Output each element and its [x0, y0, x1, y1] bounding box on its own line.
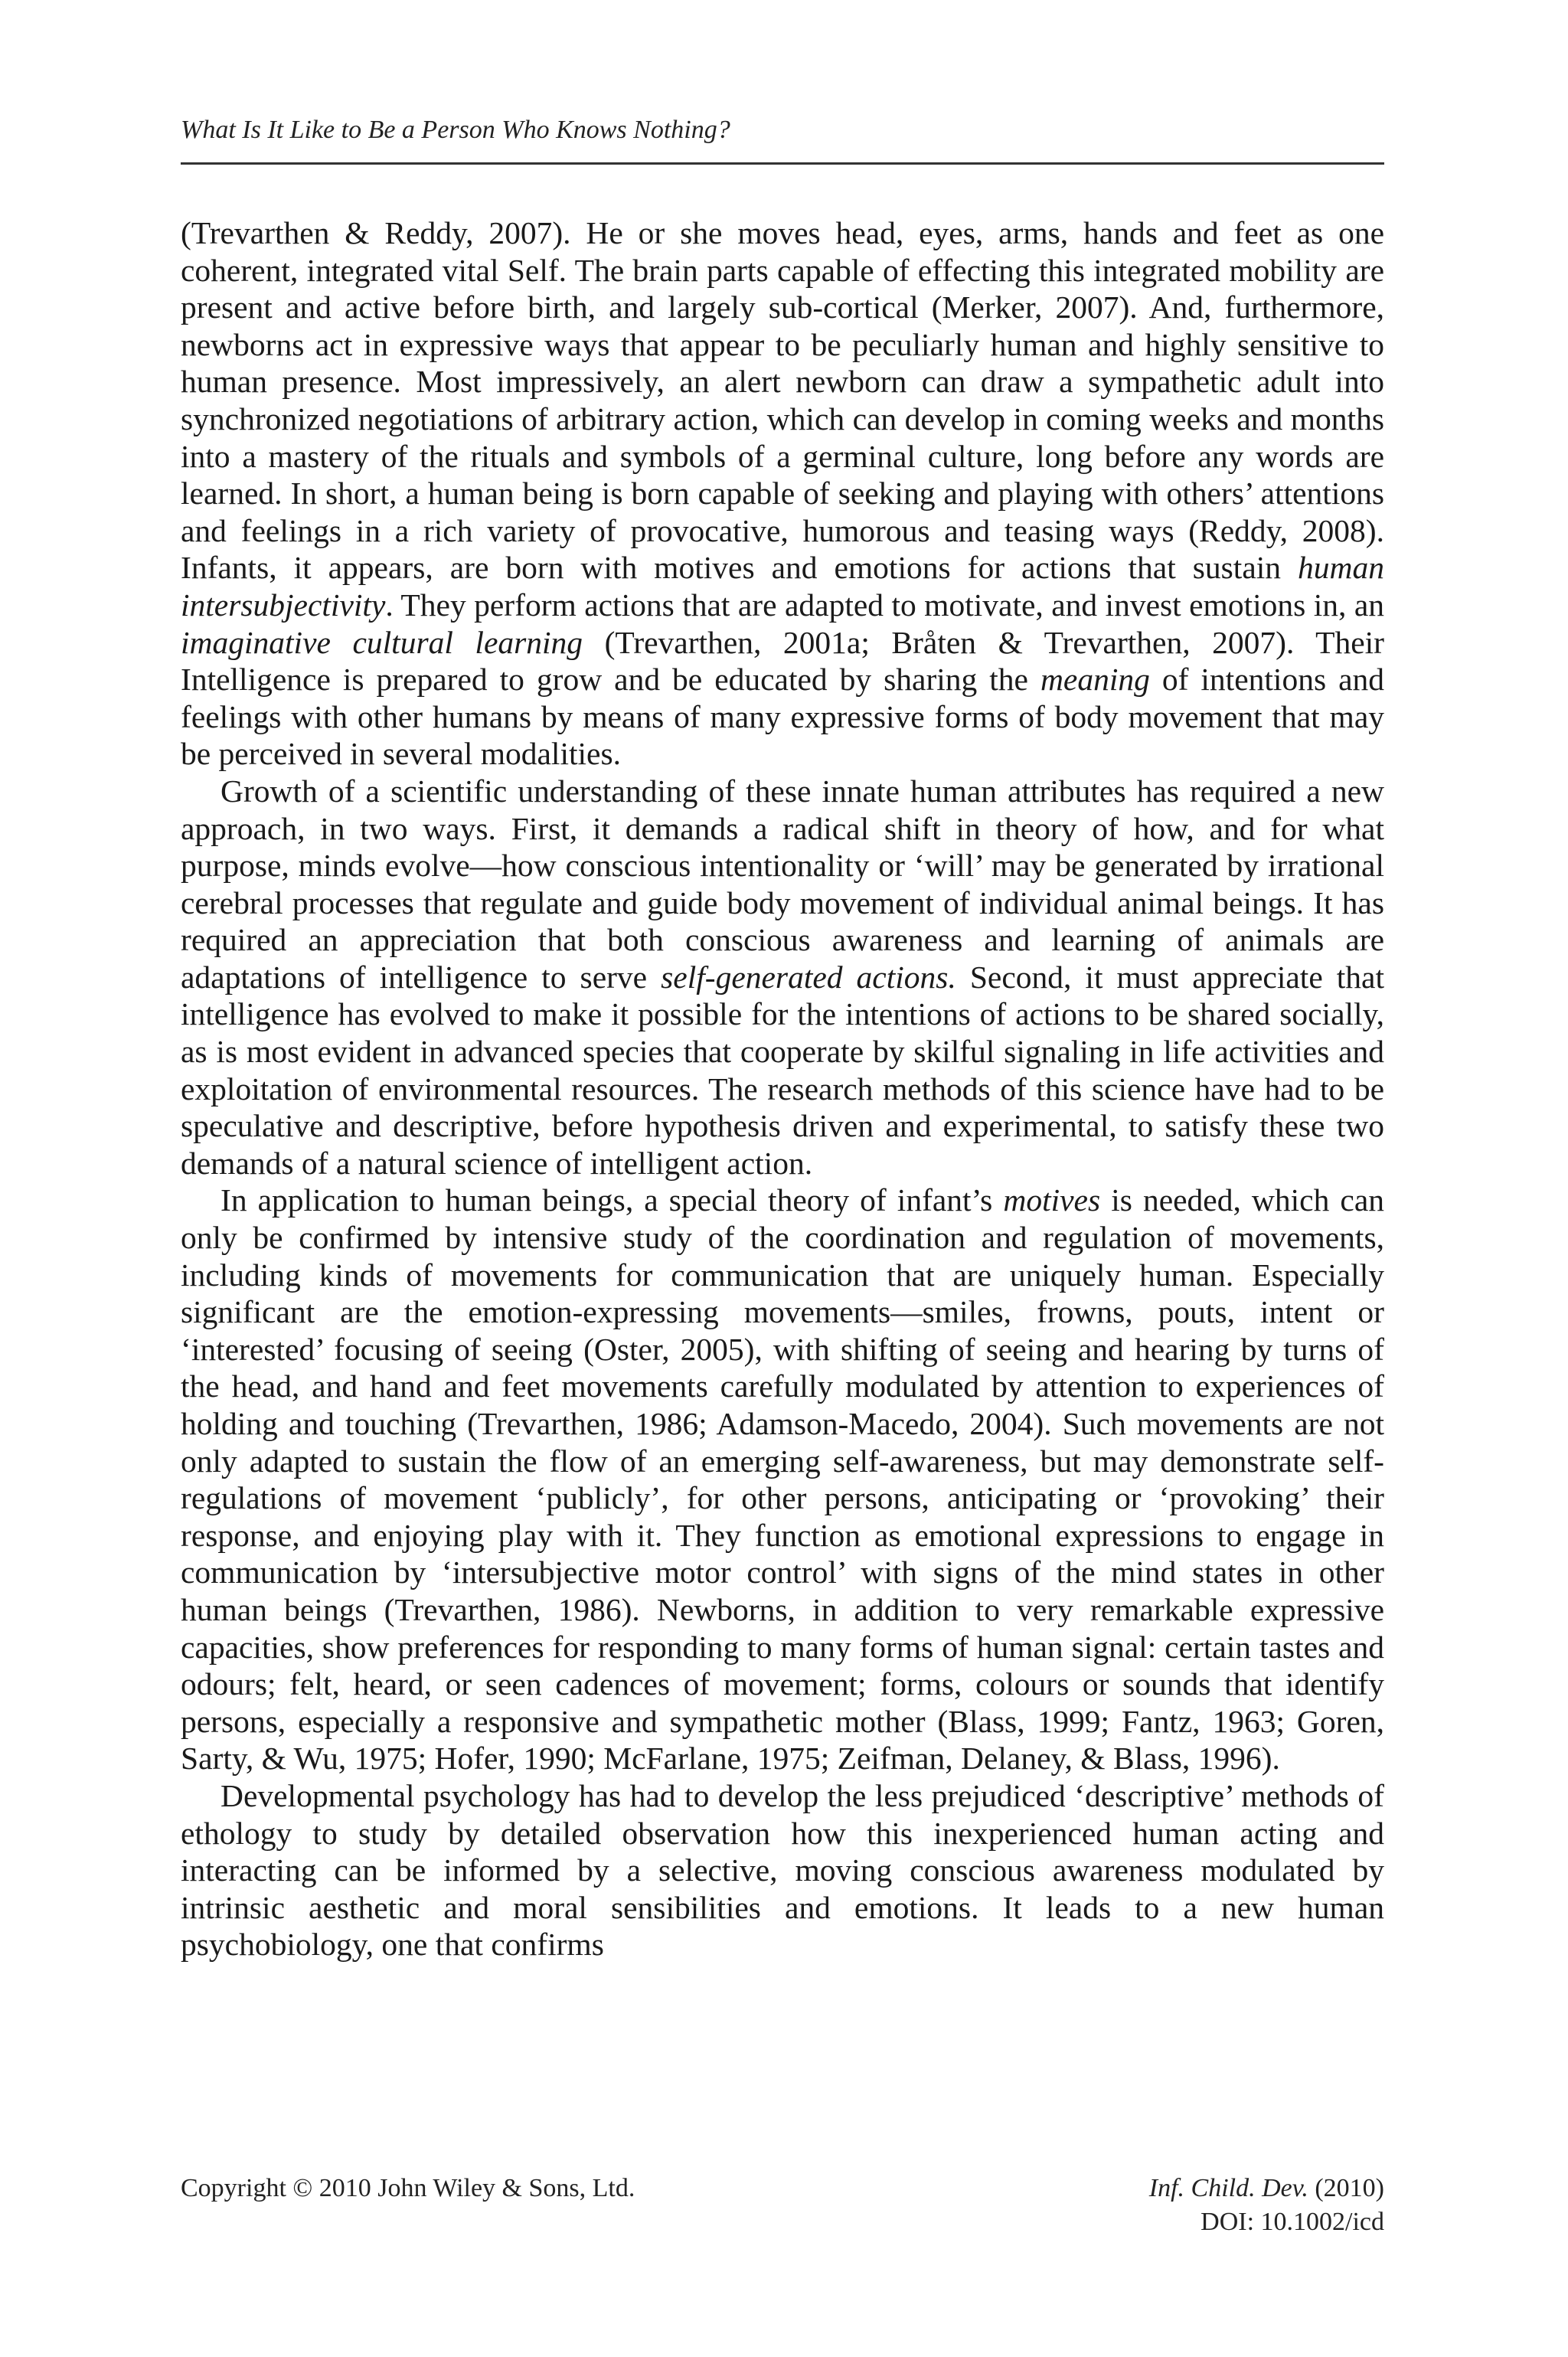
- text-run: Second, it must appreciate that intelligence has evolved to make it possible for the intentions of actions to be shared socially, as is most evident in advanced species that cooperate by skilful signaling in life activities and exploitation of environmental resources. The research methods of this science have had to be speculative and descriptive, before hypothesis driven and experimental, to satisfy these two demands of a natural science of intelligent action.: [181, 959, 1384, 1181]
- italic-text: motives: [1003, 1182, 1101, 1218]
- article-body: [181, 214, 1384, 1963]
- copyright-notice: Copyright © 2010 John Wiley & Sons, Ltd.: [181, 2174, 635, 2202]
- text-run: of intentions and feelings with other humans by means of many expressive forms of body movement that may be perceived in several modalities.: [181, 662, 1384, 772]
- italic-text: self-generated actions.: [661, 959, 956, 995]
- text-run: (Trevarthen, 2001a; Bråten & Trevarthen, 2007). Their Intelligence is prepared to grow and be educated by sharing the: [181, 624, 1384, 698]
- journal-name: Inf. Child. Dev.: [1148, 2174, 1308, 2202]
- text-run: is needed, which can only be confirmed by intensive study of the coordination and regulation of movements, including kinds of movements for communication that are uniquely human. Especially significant are the emotion-expressing movements—smiles, frowns, pouts, intent or ‘interested’ focusing of seeing (Oster, 2005), with shifting of seeing and hearing by turns of the head, and hand and feet movements carefully modulated by attention to experiences of holding and touching (Trevarthen, 1986; Adamson-Macedo, 2004). Such movements are not only adapted to sustain the flow of an emerging self-awareness, but may demonstrate self-regulations of movement ‘publicly’, for other persons, anticipating or ‘provoking’ their response, and enjoying play with it. They function as emotional expressions to engage in communication by ‘intersubjective motor control’ with signs of the mind states in other human beings (Trevarthen, 1986). Newborns, in addition to very remarkable expressive capacities, show preferences for responding to many forms of human signal: certain tastes and odours; felt, heard, or seen cadences of movement; forms, colours or sounds that identify persons, especially a responsive and sympathetic mother (Blass, 1999; Fantz, 1963; Goren, Sarty, & Wu, 1975; Hofer, 1990; McFarlane, 1975; Zeifman, Delaney, & Blass, 1996).: [181, 1182, 1384, 1777]
- journal-line: [1149, 2172, 1384, 2205]
- journal-year: (2010): [1315, 2174, 1384, 2202]
- paragraph: [181, 1182, 1384, 1777]
- italic-text: meaning: [1040, 662, 1150, 698]
- italic-text: imaginative cultural learning: [181, 624, 583, 660]
- paragraph: [181, 773, 1384, 1182]
- paragraph: [181, 1777, 1384, 1963]
- text-run: (Trevarthen & Reddy, 2007). He or she moves head, eyes, arms, hands and feet as one coherent, integrated vital Self. The brain parts capable of effecting this integrated mobility are present and active before birth, and largely sub-cortical (Merker, 2007). And, furthermore, newborns act in expressive ways that appear to be peculiarly human and highly sensitive to human presence. Most impressively, an alert newborn can draw a sympathetic adult into synchronized negotiations of arbitrary action, which can develop in coming weeks and months into a mastery of the rituals and symbols of a germinal culture, long before any words are learned. In short, a human being is born capable of seeking and playing with others’ attentions and feelings in a rich variety of provocative, humorous and teasing ways (Reddy, 2008). Infants, it appears, are born with motives and emotions for actions that sustain: [181, 215, 1384, 586]
- running-head: What Is It Like to Be a Person Who Knows Nothing?: [181, 116, 730, 144]
- text-run: Developmental psychology has had to develop the less prejudiced ‘descriptive’ methods of ethology to study by detailed observation how this inexperienced human acting and interacting can be informed by a selective, moving conscious awareness modulated by intrinsic aesthetic and moral sensibilities and emotions. It leads to a new human psychobiology, one that confirms: [181, 1777, 1384, 1963]
- header-rule: [181, 162, 1384, 165]
- paragraph: [181, 214, 1384, 773]
- journal-citation: [1149, 2172, 1384, 2239]
- text-run: In application to human beings, a special theory of infant’s: [220, 1182, 1004, 1218]
- text-run: . They perform actions that are adapted to motivate, and invest emotions in, an: [385, 587, 1384, 623]
- doi: DOI: 10.1002/icd: [1200, 2208, 1384, 2236]
- italic-text: human intersubjectivity: [181, 550, 1384, 623]
- text-run: Growth of a scientific understanding of these innate human attributes has required a new approach, in two ways. First, it demands a radical shift in theory of how, and for what purpose, minds evolve—how conscious intentionality or ‘will’ may be generated by irrational cerebral processes that regulate and guide body movement of individual animal beings. It has required an appreciation that both conscious awareness and learning of animals are adaptations of intelligence to serve: [181, 773, 1384, 995]
